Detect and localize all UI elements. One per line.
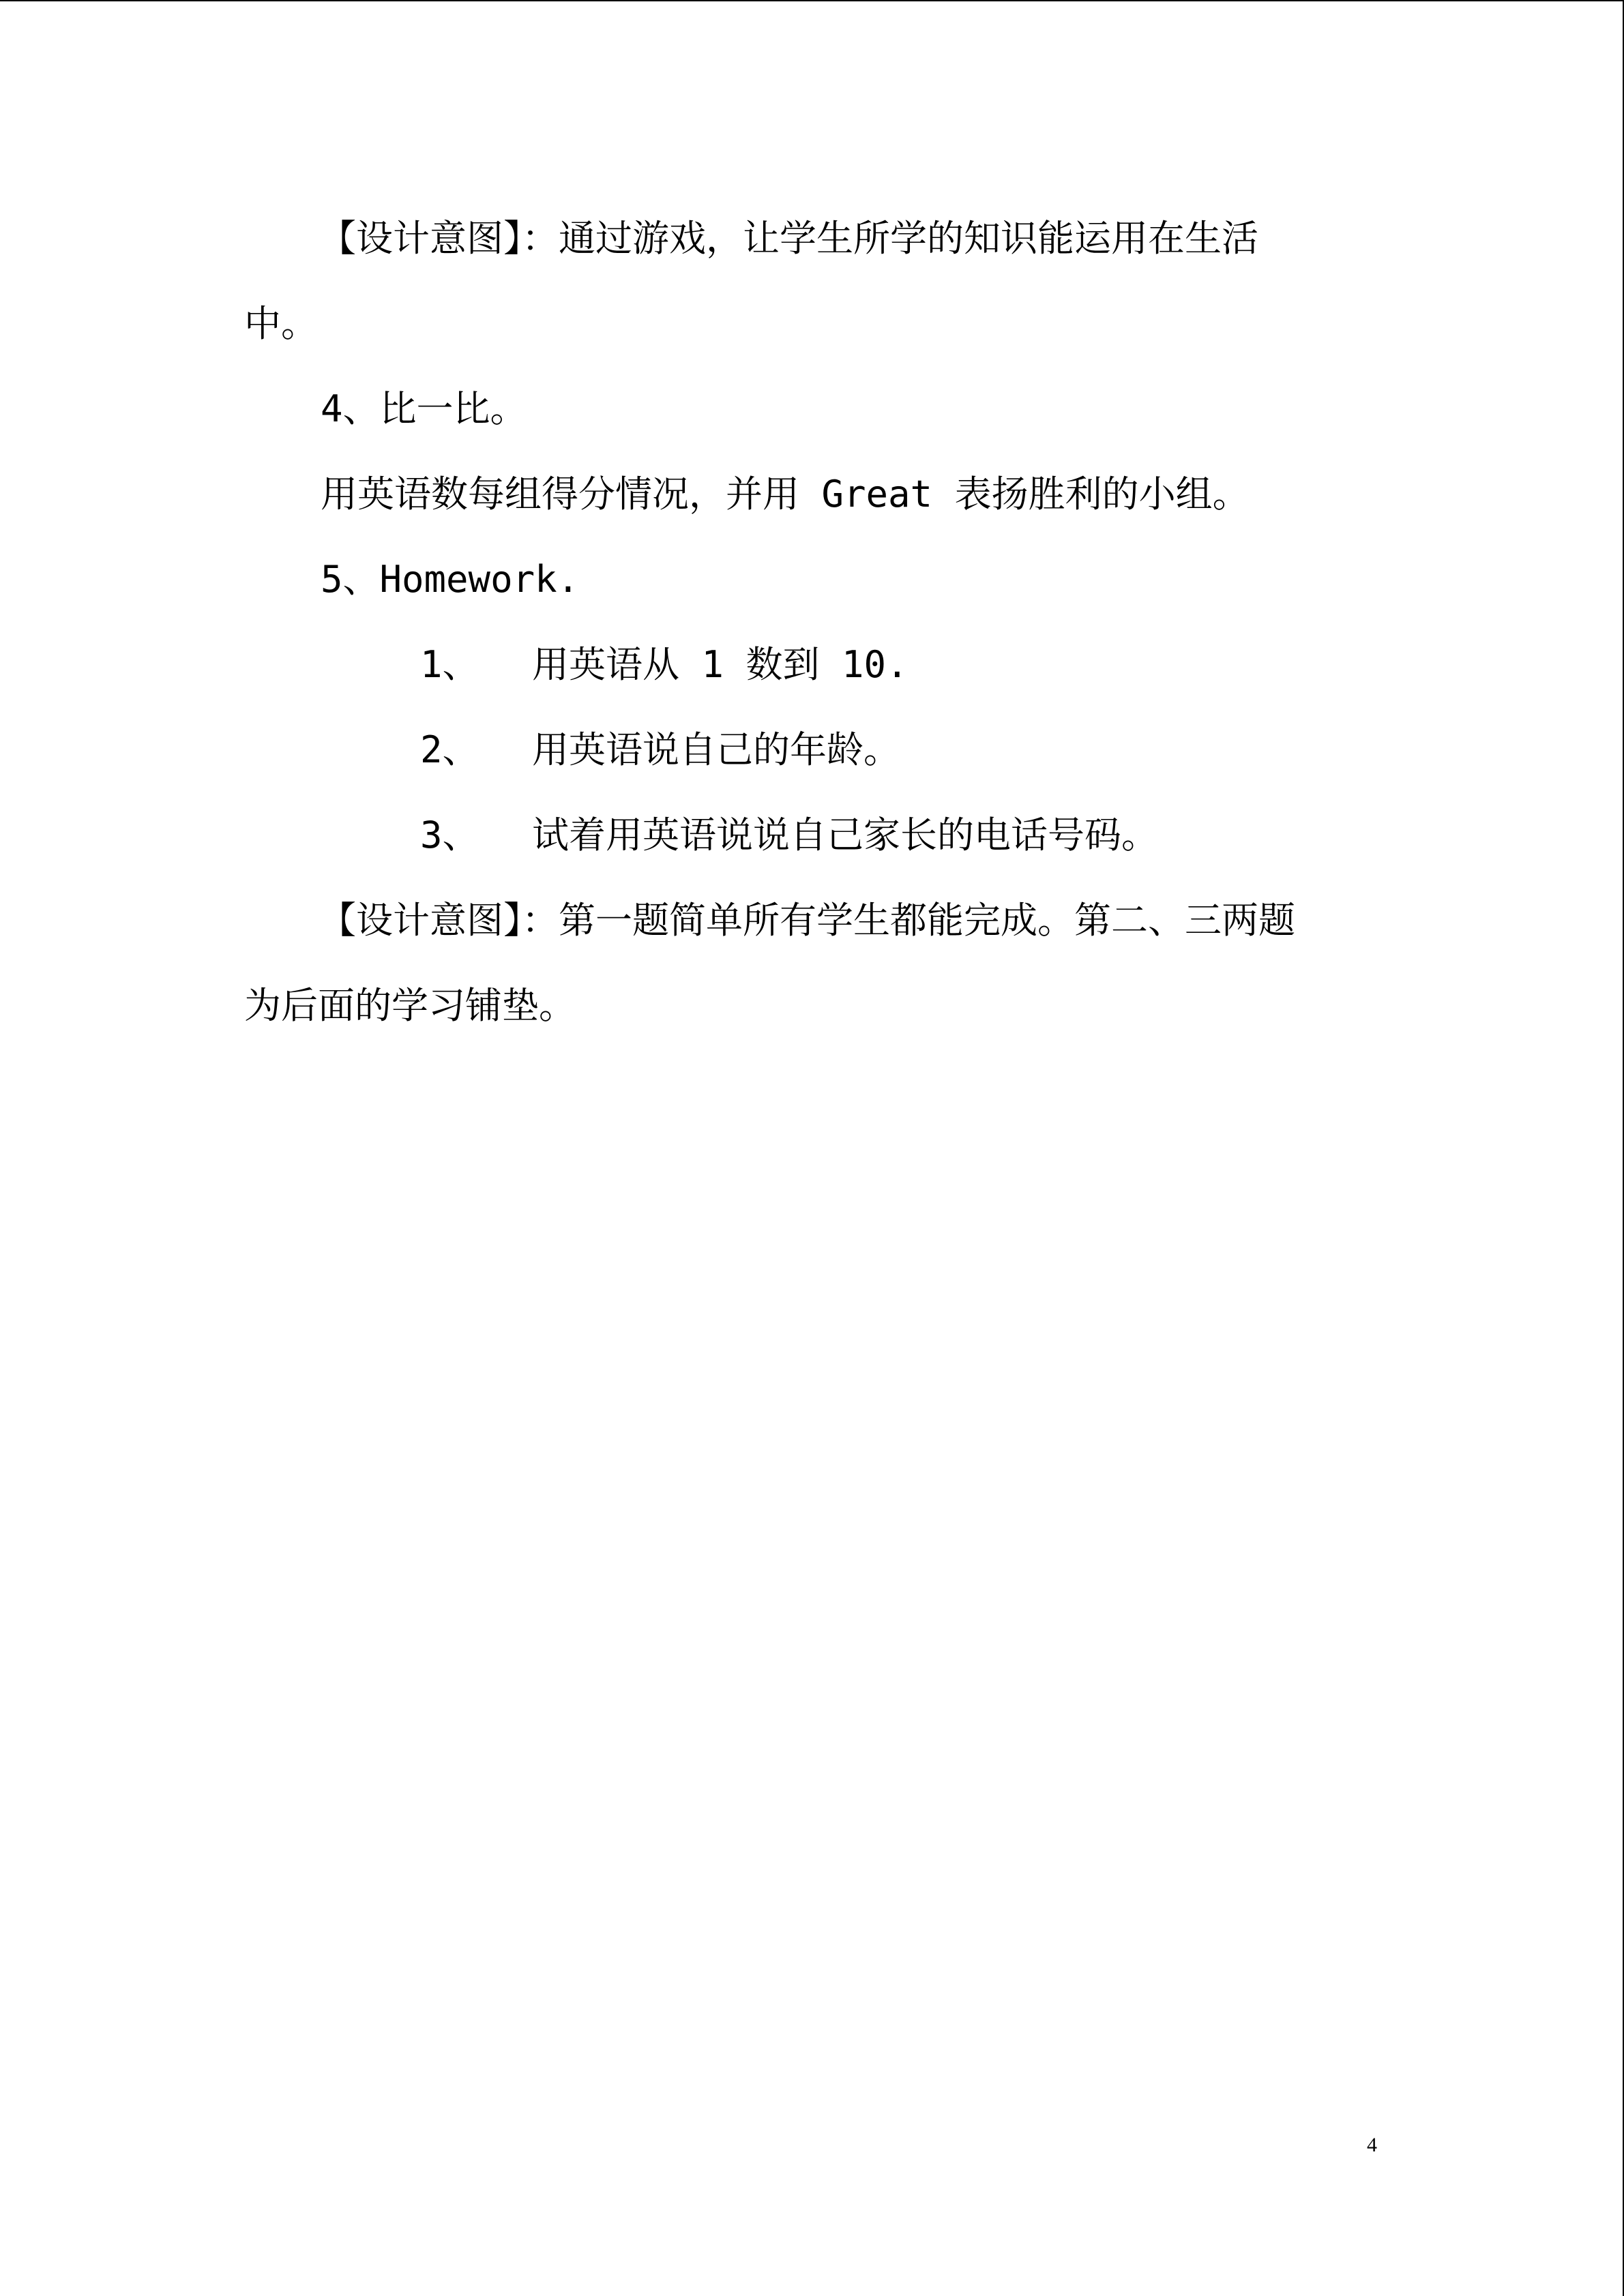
design-intent-paragraph-line-1: 【设计意图】：通过游戏，让学生所学的知识能运用在生活 <box>319 217 1258 260</box>
homework-item-2-number: 2、 <box>420 728 479 771</box>
closing-design-intent-line-1: 【设计意图】：第一题简单所有学生都能完成。第二、三两题 <box>319 899 1295 942</box>
section-heading-compare: 4、比一比。 <box>321 387 527 430</box>
section-heading-homework: 5、Homework. <box>321 558 580 601</box>
homework-item-3-text: 试着用英语说说自己家长的电话号码。 <box>532 814 1158 856</box>
design-intent-paragraph-line-2: 中。 <box>244 302 318 345</box>
page-number: 4 <box>1367 2134 1377 2156</box>
homework-item-1-text: 用英语从 1 数到 10. <box>532 643 909 686</box>
compare-instruction: 用英语数每组得分情况，并用 Great 表扬胜利的小组。 <box>321 473 1250 516</box>
homework-item-3-number: 3、 <box>420 814 479 856</box>
closing-design-intent-line-2: 为后面的学习铺垫。 <box>244 984 576 1027</box>
homework-item-2-text: 用英语说自己的年龄。 <box>532 728 900 771</box>
homework-item-1-number: 1、 <box>420 643 479 686</box>
